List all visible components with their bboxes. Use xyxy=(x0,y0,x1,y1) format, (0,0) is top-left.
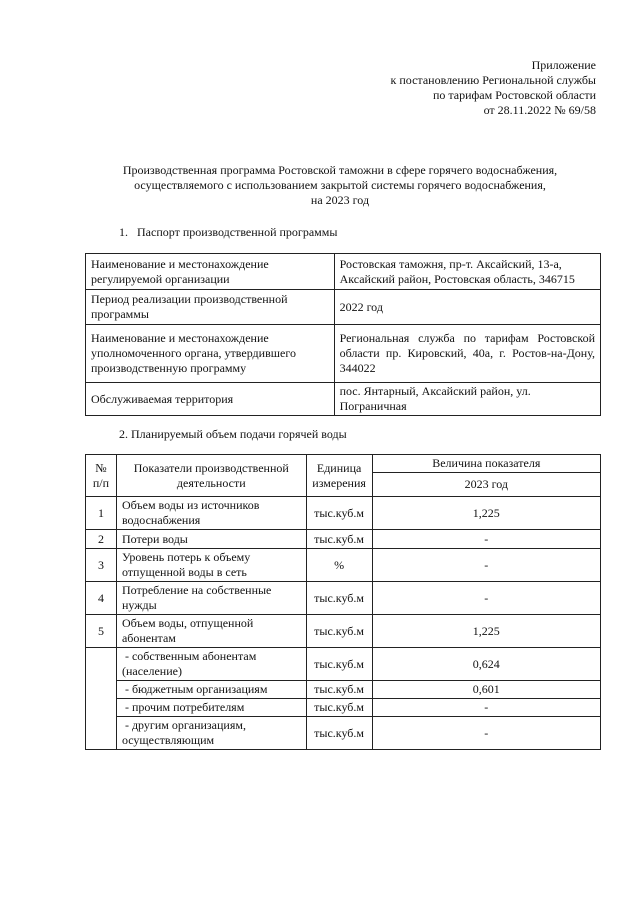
table-row xyxy=(86,497,601,530)
row-unit: тыс.куб.м xyxy=(306,615,372,648)
subrow-unit: тыс.куб.м xyxy=(306,699,372,717)
appendix-line-3: по тарифам Ростовской области xyxy=(432,88,596,102)
table-row xyxy=(86,325,601,383)
subrow-value: 0,601 xyxy=(372,681,600,699)
row-num: 1 xyxy=(86,497,117,530)
row-value: 1,225 xyxy=(372,615,600,648)
subrow-name: - прочим потребителям xyxy=(116,699,306,717)
subrow-value: - xyxy=(372,717,600,750)
subrow-name: - собственным абонентам (население) xyxy=(116,648,306,681)
table-row xyxy=(86,290,601,325)
row-name: Потери воды xyxy=(116,530,306,549)
row-value: - xyxy=(372,549,600,582)
appendix-header xyxy=(391,58,596,118)
row-num-empty xyxy=(86,681,117,699)
section-2-heading: 2. Планируемый объем подачи горячей воды xyxy=(119,427,347,441)
passport-value: Ростовская таможня, пр-т. Аксайский, 13-а, Аксайский район, Ростовская область, 346715 xyxy=(334,254,600,290)
title-line-1: Производственная программа Ростовской таможни в сфере горячего водоснабжения, xyxy=(122,163,558,177)
row-num: 2 xyxy=(86,530,117,549)
table-row xyxy=(86,582,601,615)
passport-label: Наименование и местонахождение уполномоченного органа, утвердившего производственную программу xyxy=(86,325,335,383)
row-num-empty xyxy=(86,648,117,681)
table-row xyxy=(86,549,601,582)
supply-table xyxy=(85,454,601,750)
subrow-unit: тыс.куб.м xyxy=(306,681,372,699)
col-header-indicator: Показатели производственной деятельности xyxy=(116,455,306,497)
row-unit: % xyxy=(306,549,372,582)
row-unit: тыс.куб.м xyxy=(306,530,372,549)
col-header-value-group: Величина показателя xyxy=(372,455,600,473)
passport-table xyxy=(85,253,601,416)
appendix-line-2: к постановлению Региональной службы xyxy=(390,73,596,87)
subrow-name: - бюджетным организациям xyxy=(116,681,306,699)
row-num: 5 xyxy=(86,615,117,648)
passport-label: Период реализации производственной программы xyxy=(86,290,335,325)
row-num: 3 xyxy=(86,549,117,582)
table-subrow xyxy=(86,648,601,681)
section-1-heading: 1. Паспорт производственной программы xyxy=(119,225,338,239)
passport-value: Региональная служба по тарифам Ростовской области пр. Кировский, 40а, г. Ростов-на-Дону, 344022 xyxy=(334,325,600,383)
row-name: Потребление на собственные нужды xyxy=(116,582,306,615)
table-row xyxy=(86,530,601,549)
subrow-name: - другим организациям, осуществляющим xyxy=(116,717,306,750)
table-row xyxy=(86,383,601,416)
passport-value: 2022 год xyxy=(334,290,600,325)
passport-value: пос. Янтарный, Аксайский район, ул. Пограничная xyxy=(334,383,600,416)
row-name: Объем воды из источников водоснабжения xyxy=(116,497,306,530)
title-line-3: на 2023 год xyxy=(310,193,370,207)
row-value: - xyxy=(372,582,600,615)
row-name: Объем воды, отпущенной абонентам xyxy=(116,615,306,648)
row-unit: тыс.куб.м xyxy=(306,582,372,615)
subrow-unit: тыс.куб.м xyxy=(306,717,372,750)
row-unit: тыс.куб.м xyxy=(306,497,372,530)
table-row xyxy=(86,254,601,290)
document-title xyxy=(60,163,620,208)
table-subrow xyxy=(86,717,601,750)
table-header-row xyxy=(86,455,601,473)
row-value: 1,225 xyxy=(372,497,600,530)
passport-label: Обслуживаемая территория xyxy=(86,383,335,416)
table-row xyxy=(86,615,601,648)
passport-label: Наименование и местонахождение регулируемой организации xyxy=(86,254,335,290)
col-header-year: 2023 год xyxy=(372,473,600,497)
row-name: Уровень потерь к объему отпущенной воды в сеть xyxy=(116,549,306,582)
row-num-empty xyxy=(86,699,117,717)
row-value: - xyxy=(372,530,600,549)
subrow-value: 0,624 xyxy=(372,648,600,681)
table-subrow xyxy=(86,699,601,717)
subrow-value: - xyxy=(372,699,600,717)
table-subrow xyxy=(86,681,601,699)
appendix-line-1: Приложение xyxy=(531,58,596,72)
appendix-line-4: от 28.11.2022 № 69/58 xyxy=(483,103,596,117)
subrow-unit: тыс.куб.м xyxy=(306,648,372,681)
row-num-empty xyxy=(86,717,117,750)
col-header-unit: Единица измерения xyxy=(306,455,372,497)
title-line-2: осуществляемого с использованием закрытой системы горячего водоснабжения, xyxy=(134,178,546,192)
row-num: 4 xyxy=(86,582,117,615)
col-header-num: № п/п xyxy=(86,455,117,497)
